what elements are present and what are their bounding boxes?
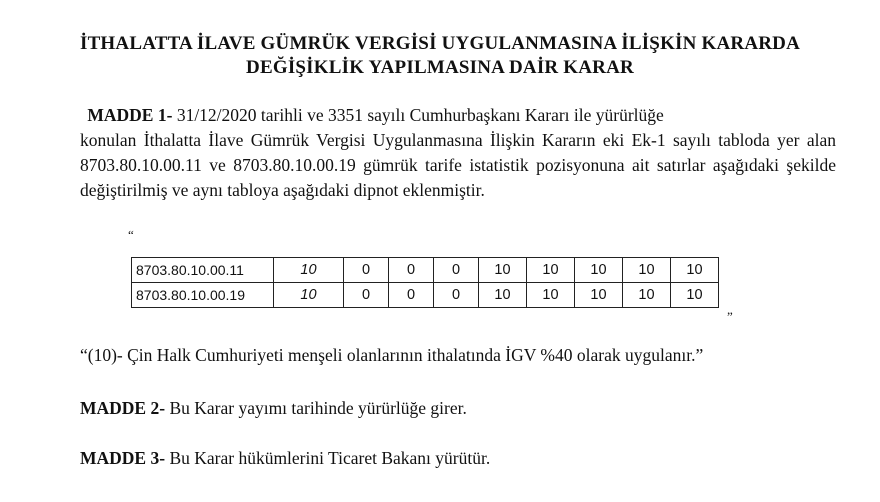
rate-cell: 10	[274, 258, 344, 283]
rate-cell: 0	[344, 258, 389, 283]
title-line-2: DEĞİŞİKLİK YAPILMASINA DAİR KARAR	[246, 57, 634, 78]
article-1	[80, 103, 836, 203]
rate-cell: 0	[434, 258, 479, 283]
article-3-text: Bu Karar hükümlerini Ticaret Bakanı yürütür.	[169, 448, 491, 468]
article-2-text: Bu Karar yayımı tarihinde yürürlüğe girer.	[169, 398, 467, 418]
rate-cell: 10	[623, 283, 671, 308]
tariff-table	[131, 257, 719, 308]
rate-cell: 10	[527, 283, 575, 308]
rate-cell: 10	[671, 258, 719, 283]
rate-cell: 10	[479, 283, 527, 308]
tariff-code-cell: 8703.80.10.00.11	[132, 258, 274, 283]
article-2	[80, 398, 467, 419]
article-2-label: MADDE 2-	[80, 398, 166, 418]
article-3	[80, 448, 490, 469]
article-1-first-line	[80, 103, 836, 128]
table-row	[132, 258, 719, 283]
document-title	[0, 32, 880, 80]
tariff-code-cell: 8703.80.10.00.19	[132, 283, 274, 308]
rate-cell: 10	[623, 258, 671, 283]
rate-cell: 10	[575, 258, 623, 283]
title-line-1: İTHALATTA İLAVE GÜMRÜK VERGİSİ UYGULANMASINA İLİŞKİN KARARDA	[79, 33, 801, 54]
rate-cell: 10	[479, 258, 527, 283]
rate-cell: 0	[389, 258, 434, 283]
rate-cell: 10	[575, 283, 623, 308]
rate-cell: 10	[527, 258, 575, 283]
table-row	[132, 283, 719, 308]
closing-quote-mark: ”	[727, 309, 733, 324]
article-3-label: MADDE 3-	[80, 448, 166, 468]
article-1-label: MADDE 1-	[87, 105, 173, 125]
rate-cell: 0	[389, 283, 434, 308]
rate-cell: 0	[434, 283, 479, 308]
article-1-text-rest: konulan İthalatta İlave Gümrük Vergisi Uygulanmasına İlişkin Kararın eki Ek-1 sayılı tabloda yer alan 8703.80.10.00.11 ve 8703.80.10.00.19 gümrük tarife istatistik pozisyonuna ait satırlar aşağıdaki şekilde değiştirilmiş ve aynı tabloya aşağıdaki dipnot eklenmiştir.	[80, 130, 836, 200]
rate-cell: 10	[274, 283, 344, 308]
opening-quote-mark: “	[128, 227, 134, 242]
rate-cell: 10	[671, 283, 719, 308]
article-1-text-first: 31/12/2020 tarihli ve 3351 sayılı Cumhurbaşkanı Kararı ile yürürlüğe	[176, 105, 664, 125]
footnote-text: “(10)- Çin Halk Cumhuriyeti menşeli olanlarının ithalatında İGV %40 olarak uygulanır.”	[80, 345, 704, 365]
rate-cell: 0	[344, 283, 389, 308]
